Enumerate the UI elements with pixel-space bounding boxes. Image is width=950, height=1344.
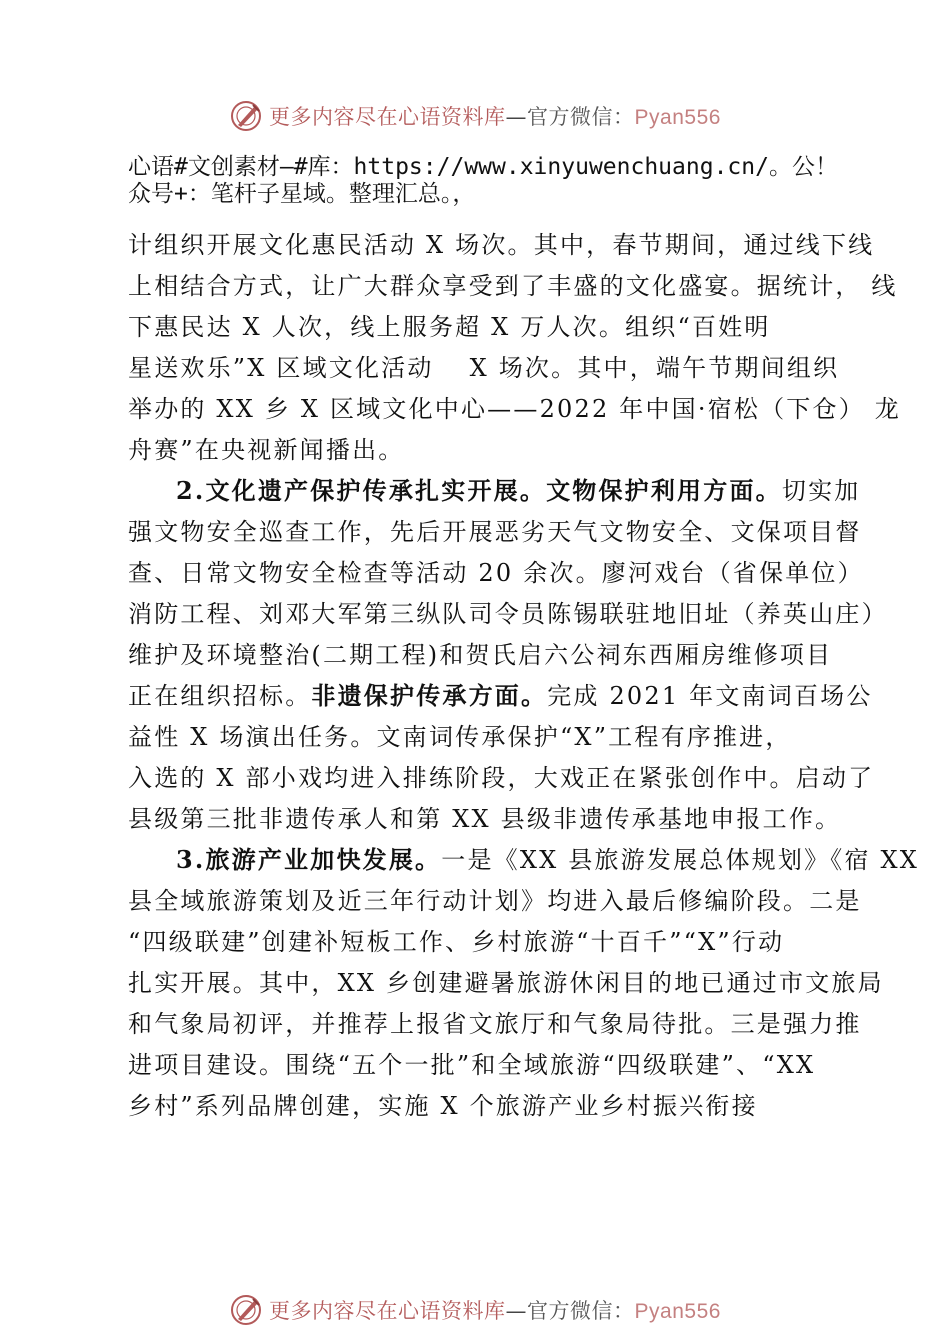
header-watermark bbox=[0, 94, 950, 138]
source-note-line-1: 心语#文创素材—#库：https://www.xinyuwenchuang.cn/。公！ bbox=[128, 154, 838, 180]
quill-logo-icon bbox=[229, 99, 263, 133]
text-line: 益性 X 场演出任务。文南词传承保护“X”工程有序推进， bbox=[128, 723, 792, 751]
text-line: 入选的 X 部小戏均进入排练阶段，大戏正在紧张创作中。启动了 bbox=[128, 764, 875, 792]
text-line: 县全域旅游策划及近三年行动计划》均进入最后修编阶段。二是 bbox=[128, 887, 862, 915]
watermark-text bbox=[269, 101, 721, 131]
text-line: 县级第三批非遗传承人和第 XX 县级非遗传承基地申报工作。 bbox=[128, 805, 842, 833]
section-heading-tourism: 3.旅游产业加快发展。 bbox=[176, 845, 442, 874]
quill-logo-icon bbox=[229, 1293, 263, 1327]
text-line bbox=[176, 844, 919, 876]
text-line: 乡村”系列品牌创建，实施 X 个旅游产业乡村振兴衔接 bbox=[128, 1092, 758, 1120]
subheading-intangible: 非遗保护传承方面。 bbox=[311, 681, 548, 710]
text-line: 舟赛”在央视新闻播出。 bbox=[128, 436, 405, 464]
footer-watermark bbox=[0, 1288, 950, 1332]
watermark-site-name: 更多内容尽在心语资料库 bbox=[269, 1299, 506, 1323]
text-fragment: 正在组织招标。 bbox=[128, 682, 312, 710]
text-line: 查、日常文物安全检查等活动 20 余次。廖河戏台（省保单位） bbox=[128, 559, 864, 587]
text-line: 维护及环境整治(二期工程)和贺氏启六公祠东西厢房维修项目 bbox=[128, 641, 833, 669]
text-line: 和气象局初评，并推荐上报省文旅厅和气象局待批。三是强力推 bbox=[128, 1010, 862, 1038]
text-fragment: 一是《XX 县旅游发展总体规划》《宿 XX bbox=[441, 846, 920, 874]
text-line: “四级联建”创建补短板工作、乡村旅游“十百千”“X”行动 bbox=[128, 928, 785, 956]
text-line: 星送欢乐”X 区域文化活动 X 场次。其中，端午节期间组织 bbox=[128, 354, 840, 382]
watermark-wechat-label: 官方微信： bbox=[527, 105, 635, 129]
text-line: 下惠民达 X 人次，线上服务超 X 万人次。组织“百姓明 bbox=[128, 313, 771, 341]
text-line bbox=[176, 475, 860, 507]
text-fragment: 完成 2021 年文南词百场公 bbox=[547, 682, 873, 710]
text-line: 强文物安全巡查工作，先后开展恶劣天气文物安全、文保项目督 bbox=[128, 518, 862, 546]
text-line: 上相结合方式，让广大群众享受到了丰盛的文化盛宴。据统计， 线 bbox=[128, 272, 898, 300]
text-fragment: 切实加 bbox=[781, 477, 861, 505]
subheading-relics: 文物保护利用方面。 bbox=[546, 476, 782, 505]
text-line: 扎实开展。其中，XX 乡创建避暑旅游休闲目的地已通过市文旅局 bbox=[128, 969, 884, 997]
watermark-separator: — bbox=[505, 1299, 528, 1323]
text-line: 进项目建设。围绕“五个一批”和全域旅游“四级联建”、“XX bbox=[128, 1051, 816, 1079]
watermark-separator: — bbox=[505, 105, 528, 129]
text-line bbox=[128, 680, 873, 712]
watermark-wechat-label: 官方微信： bbox=[527, 1299, 635, 1323]
text-line: 计组织开展文化惠民活动 X 场次。其中，春节期间，通过线下线 bbox=[128, 231, 875, 259]
watermark-text bbox=[269, 1295, 721, 1325]
text-line: 消防工程、刘邓大军第三纵队司令员陈锡联驻地旧址（养英山庄） bbox=[128, 600, 888, 628]
text-line: 举办的 XX 乡 X 区域文化中心——2022 年中国·宿松（下仓） 龙 bbox=[128, 395, 901, 423]
source-note-line-2: 众号+：笔杆子星域。整理汇总。， bbox=[128, 181, 476, 207]
section-heading-heritage: 2.文化遗产保护传承扎实开展。 bbox=[176, 476, 547, 505]
watermark-site-name: 更多内容尽在心语资料库 bbox=[269, 105, 506, 129]
watermark-wechat-id: Pyan556 bbox=[634, 1300, 721, 1323]
watermark-wechat-id: Pyan556 bbox=[634, 106, 721, 129]
